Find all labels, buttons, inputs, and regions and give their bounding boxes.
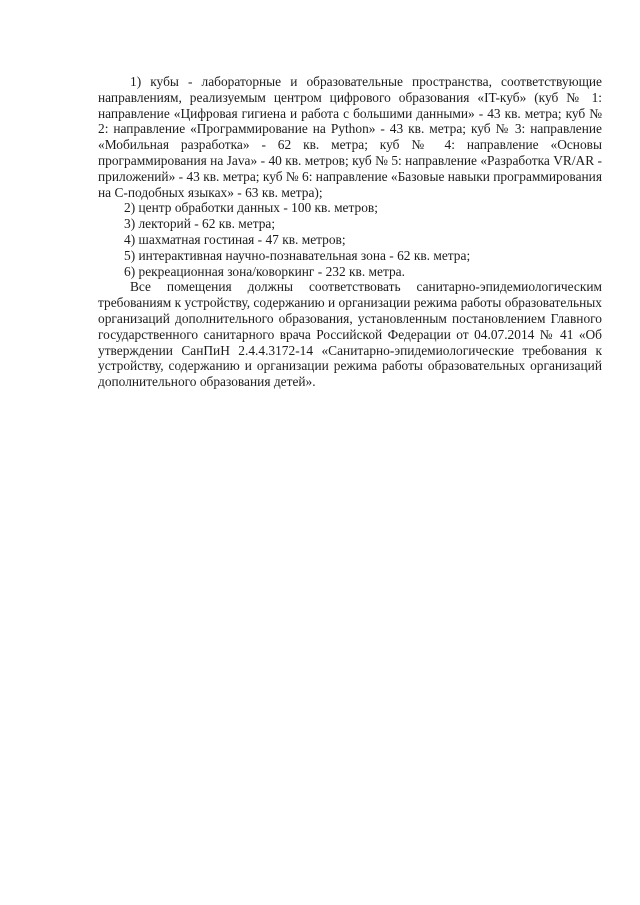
list-item-recreation-zone: 6) рекреационная зона/коворкинг - 232 кв. метра. — [124, 263, 405, 279]
cubes-paragraph: 1) кубы - лабораторные и образовательные пространства, соответствующие направлениям, реализуемым центром цифрового образования «IT-куб» (куб № 1: направление «Цифровая гигиена и работа с большими данными» - 43 кв. метра; куб № 2: направление «Программирование на Python» - 43 кв. метра; куб № 3: направление «Мобильная разработка» - 62 кв. метра; куб № 4: направление «Основы программирования на Java» - 40 кв. метров; куб № 5: направление «Разработка VR/AR - приложений» - 43 кв. метра; куб № 6: направление «Базовые навыки программирования на С-подобных языках» - 63 кв. метра); — [98, 74, 602, 200]
list-item-data-center: 2) центр обработки данных - 100 кв. метров; — [124, 200, 378, 216]
list-item-lecture-hall: 3) лекторий - 62 кв. метра; — [124, 216, 276, 232]
document-body — [98, 74, 602, 390]
requirements-paragraph: Все помещения должны соответствовать санитарно-эпидемиологическим требованиям к устройству, содержанию и организации режима работы образовательных организаций дополнительного образования, установленным постановлением Главного государственного санитарного врача Российской Федерации от 04.07.2014 № 41 «Об утверждении СанПиН 2.4.4.3172-14 «Санитарно-эпидемиологические требования к устройству, содержанию и организации режима работы образовательных организаций дополнительного образования детей». — [98, 279, 602, 390]
list-item-chess-lounge: 4) шахматная гостиная - 47 кв. метров; — [124, 231, 346, 247]
list-item-interactive-zone: 5) интерактивная научно-познавательная зона - 62 кв. метра; — [124, 247, 471, 263]
